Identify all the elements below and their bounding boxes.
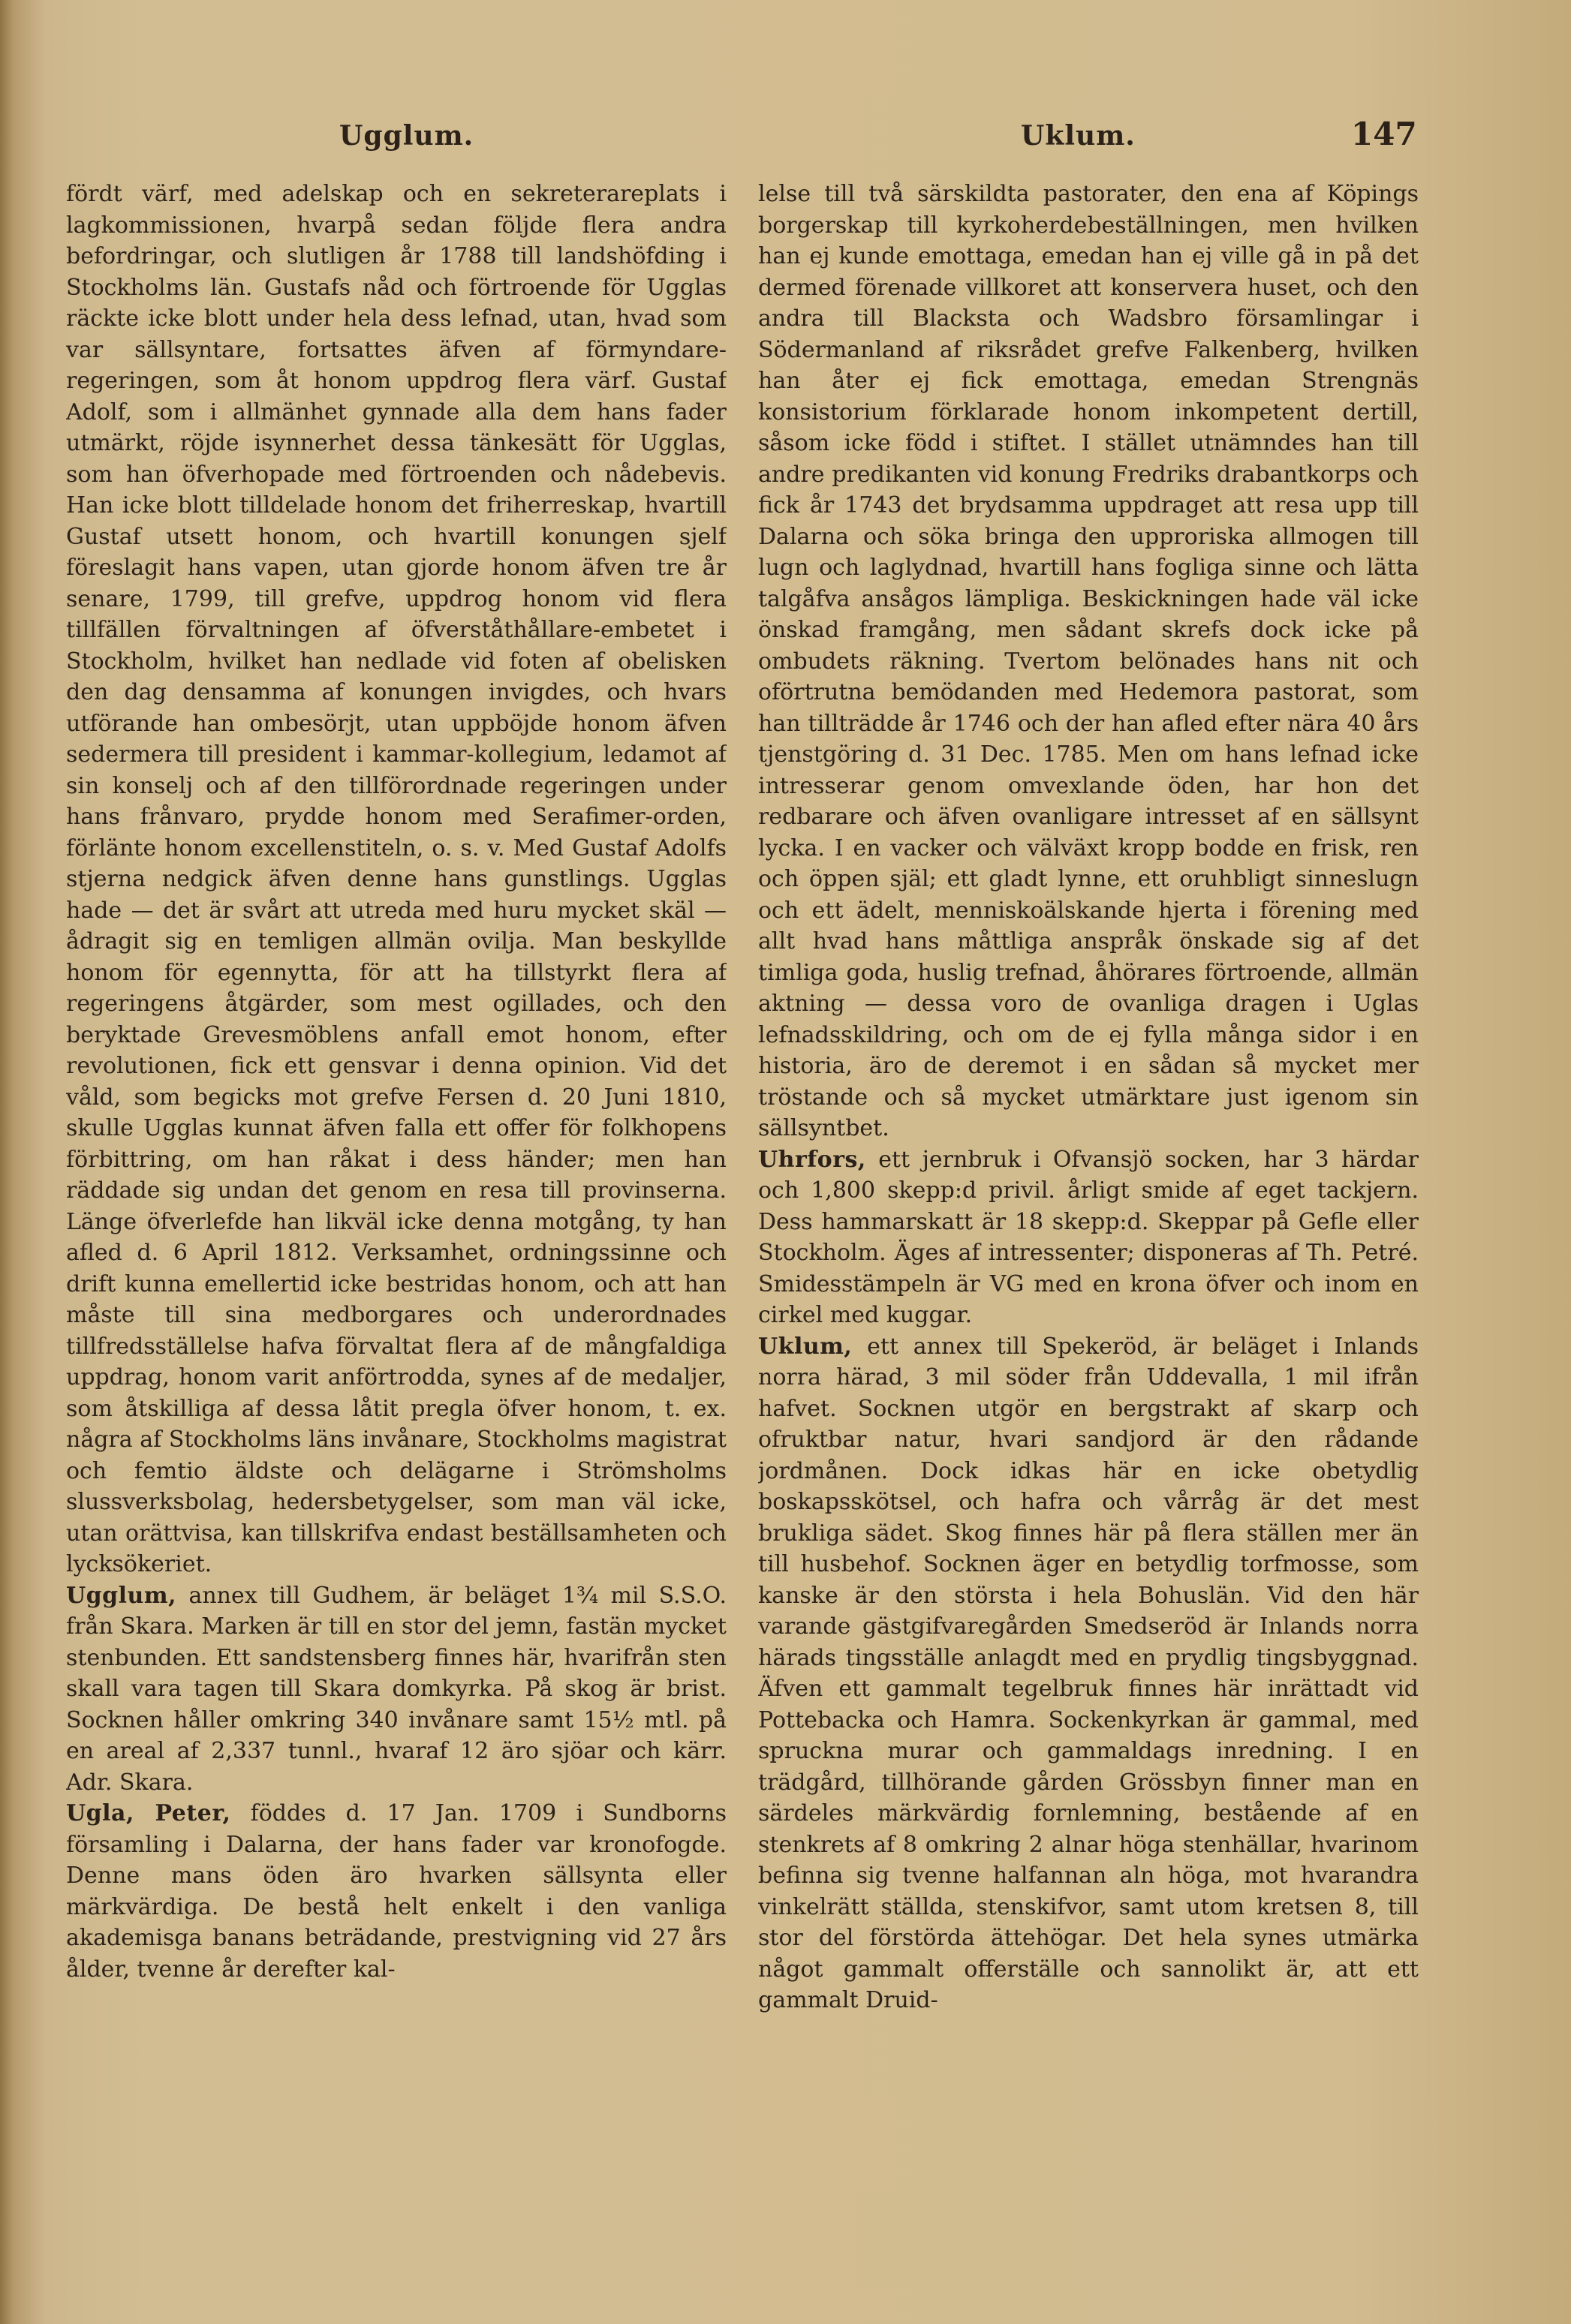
entry-text: annex till Gudhem, är beläget 1¾ mil S.S.O. från Skara. Marken är till en stor del jemn, fastän mycket stenbunden. Ett sandstensberg finnes här, hvarifrån sten skall vara tagen till Skara domkyrka. På skog är brist. Socknen håller omkring 340 invånare samt 15½ mtl. på en areal af 2,337 tunnl., hvaraf 12 äro sjöar och kärr. Adr. Skara.	[66, 1582, 727, 1796]
entry-text: ett jernbruk i Ofvansjö socken, har 3 härdar och 1,800 skepp:d privil. årligt smide af eget tackjern. Dess hammarskatt är 18 skepp:d. Skeppar på Gefle eller Stockholm. Äges af intressenter; disponeras af Th. Petré. Smidesstämpeln är VG med en krona öfver och inom en cirkel med kuggar.	[758, 1146, 1419, 1328]
entry-ugla-peter	[66, 1798, 727, 1985]
entry-continuation-paragraph: lelse till två särskildta pastorater, den ena af Köpings borgerskap till kyrkoherdebeställningen, men hvilken han ej kunde emottaga, emedan han ej ville gå in på det dermed förenade villkoret att konservera huset, och den andra till Blacksta och Wadsbro församlingar i Södermanland af riksrådet grefve Falkenberg, hvilken han åter ej fick emottaga, emedan Strengnäs konsistorium förklarade honom inkompetent dertill, såsom icke född i stiftet. I stället utnämndes han till andre predikanten vid konung Fredriks drabantkorps och fick år 1743 det brydsamma uppdraget att resa upp till Dalarna och söka bringa den upproriska allmogen till lugn och laglydnad, hvartill hans fogliga sinne och lätta talgåfva ansågos lämpliga. Beskickningen hade väl icke önskad framgång, men sådant skrefs dock icke på ombudets räkning. Tvertom belönades hans nit och oförtrutna bemödanden med Hedemora pastorat, som han tillträdde år 1746 och der han afled efter nära 40 års tjenstgöring d. 31 Dec. 1785. Men om hans lefnad icke intresserar genom omvexlande öden, har hon det redbarare och äfven ovanligare intresset af en sällsynt lycka. I en vacker och välväxt kropp bodde en frisk, ren och öppen själ; ett gladt lynne, ett oruhbligt sinneslugn och ett ädelt, menniskoälskande hjerta i förening med allt hvad hans måttliga anspråk önskade sig af det timliga goda, huslig trefnad, åhörares förtroende, allmän aktning — dessa voro de ovanliga dragen i Uglas lefnadsskildring, och om de ej fylla många sidor i en historia, äro de deremot i en sådan så mycket mer tröstande och så mycket utmärktare just igenom sin sällsyntbet.	[758, 181, 1419, 1141]
entry-ugglum	[66, 1580, 727, 1799]
entry-continuation-paragraph: fördt värf, med adelskap och en sekreterareplats i lagkommissionen, hvarpå sedan följde flera andra befordringar, och slutligen år 1788 till landshöfding i Stockholms län. Gustafs nåd och förtroende för Ugglas räckte icke blott under hela dess lefnad, utan, hvad som var sällsyntare, fortsattes äfven af förmyndare-regeringen, som åt honom uppdrog flera värf. Gustaf Adolf, som i allmänhet gynnade alla dem hans fader utmärkt, röjde isynnerhet dessa tänkesätt för Ugglas, som han öfverhopade med förtroenden och nådebevis. Han icke blott tilldelade honom det friherreskap, hvartill Gustaf utsett honom, och hvartill konungen sjelf föreslagit hans vapen, utan gjorde honom äfven tre år senare, 1799, till grefve, uppdrog honom vid flera tillfällen förvaltningen af öfverståthållare-embetet i Stockholm, hvilket han nedlade vid foten af obelisken den dag densamma af konungen invigdes, och hvars utförande han ombesörjt, utan uppböjde honom äfven sedermera till president i kammar-kollegium, ledamot af sin konselj och af den tillförordnade regeringen under hans frånvaro, prydde honom med Serafimer-orden, förlänte honom excellenstiteln, o. s. v. Med Gustaf Adolfs stjerna nedgick äfven denne hans gunstlings. Ugglas hade — det är svårt att utreda med huru mycket skäl — ådragit sig en temligen allmän ovilja. Man beskyllde honom för egennytta, för att ha tillstyrkt flera af regeringens åtgärder, som mest ogillades, och den beryktade Grevesmöblens anfall emot honom, efter revolutionen, fick ett gensvar i denna opinion. Vid det våld, som begicks mot grefve Fersen d. 20 Juni 1810, skulle Ugglas kunnat äfven falla ett offer för folkhopens förbittring, om han råkat i dess händer; men han räddade sig undan det genom en resa till provinserna. Länge öfverlefde han likväl icke denna motgång, ty han afled d. 6 April 1812. Verksamhet, ordningssinne och drift kunna emellertid icke bestridas honom, och att han måste till sina medborgares och underordnades tillfredsställelse hafva förvaltat flera af de mångfaldiga uppdrag, honom varit anförtrodda, synes af de medaljer, som åtskilliga af dessa låtit pregla öfver honom, t. ex. några af Stockholms läns invånare, Stockholms magistrat och femtio äldste och delägarne i Strömsholms slussverksbolag, hedersbetygelser, som man väl icke, utan orättvisa, kan tillskrifva endast beställsamheten och lycksökeriet.	[66, 181, 727, 1577]
entry-headword: Ugla, Peter,	[66, 1800, 231, 1826]
left-column	[66, 179, 727, 2295]
running-head-right: Uklum.	[1021, 120, 1136, 152]
entry-text: föddes d. 17 Jan. 1709 i Sundborns församling i Dalarna, der hans fader var kronofogde. Denne mans öden äro hvarken sällsynta eller märkvärdiga. De bestå helt enkelt i den vanliga akademisga banans beträdande, prestvigning vid 27 års ålder, tvenne år derefter kal-	[66, 1800, 727, 1983]
right-column	[758, 179, 1419, 2295]
page-header	[60, 116, 1417, 165]
entry-uklum	[758, 1331, 1419, 2016]
page-number: 147	[1351, 116, 1417, 152]
entry-uhrfors	[758, 1144, 1419, 1331]
entry-headword: Uklum,	[758, 1333, 853, 1360]
entry-headword: Uhrfors,	[758, 1146, 866, 1173]
entry-headword: Ugglum,	[66, 1582, 177, 1609]
entry-text: ett annex till Spekeröd, är beläget i Inlands norra härad, 3 mil söder från Uddevalla, 1 mil ifrån hafvet. Socknen utgör en bergstrakt af skarp och ofruktbar natur, hvari sandjord är den rådande jordmånen. Dock idkas här en icke obetydlig boskapsskötsel, och hafra och vårråg är det mest brukliga sädet. Skog finnes här på flera ställen mer än till husbehof. Socknen äger en betydlig torfmosse, som kanske är den största i hela Bohuslän. Vid den här varande gästgifvaregården Smedseröd är Inlands norra härads tingsställe anlagdt med en prydlig tingsbyggnad. Äfven ett gammalt tegelbruk finnes här inrättadt vid Pottebacka och Hamra. Sockenkyrkan är gammal, med spruckna murar och gammaldags inredning. I en trädgård, tillhörande gården Grössbyn finner man en särdeles märkvärdig fornlemning, bestående af en stenkrets af 8 omkring 2 alnar höga stenhällar, hvarinom befinna sig tvenne halfannan aln höga, mot hvarandra vinkelrätt ställda, stenskifvor, samt utom kretsen 8, till stor del förstörda ättehögar. Det hela synes utmärka något gammalt offerställe och sannolikt är, att ett gammalt Druid-	[758, 1333, 1419, 2013]
running-head-left: Ugglum.	[339, 120, 474, 152]
